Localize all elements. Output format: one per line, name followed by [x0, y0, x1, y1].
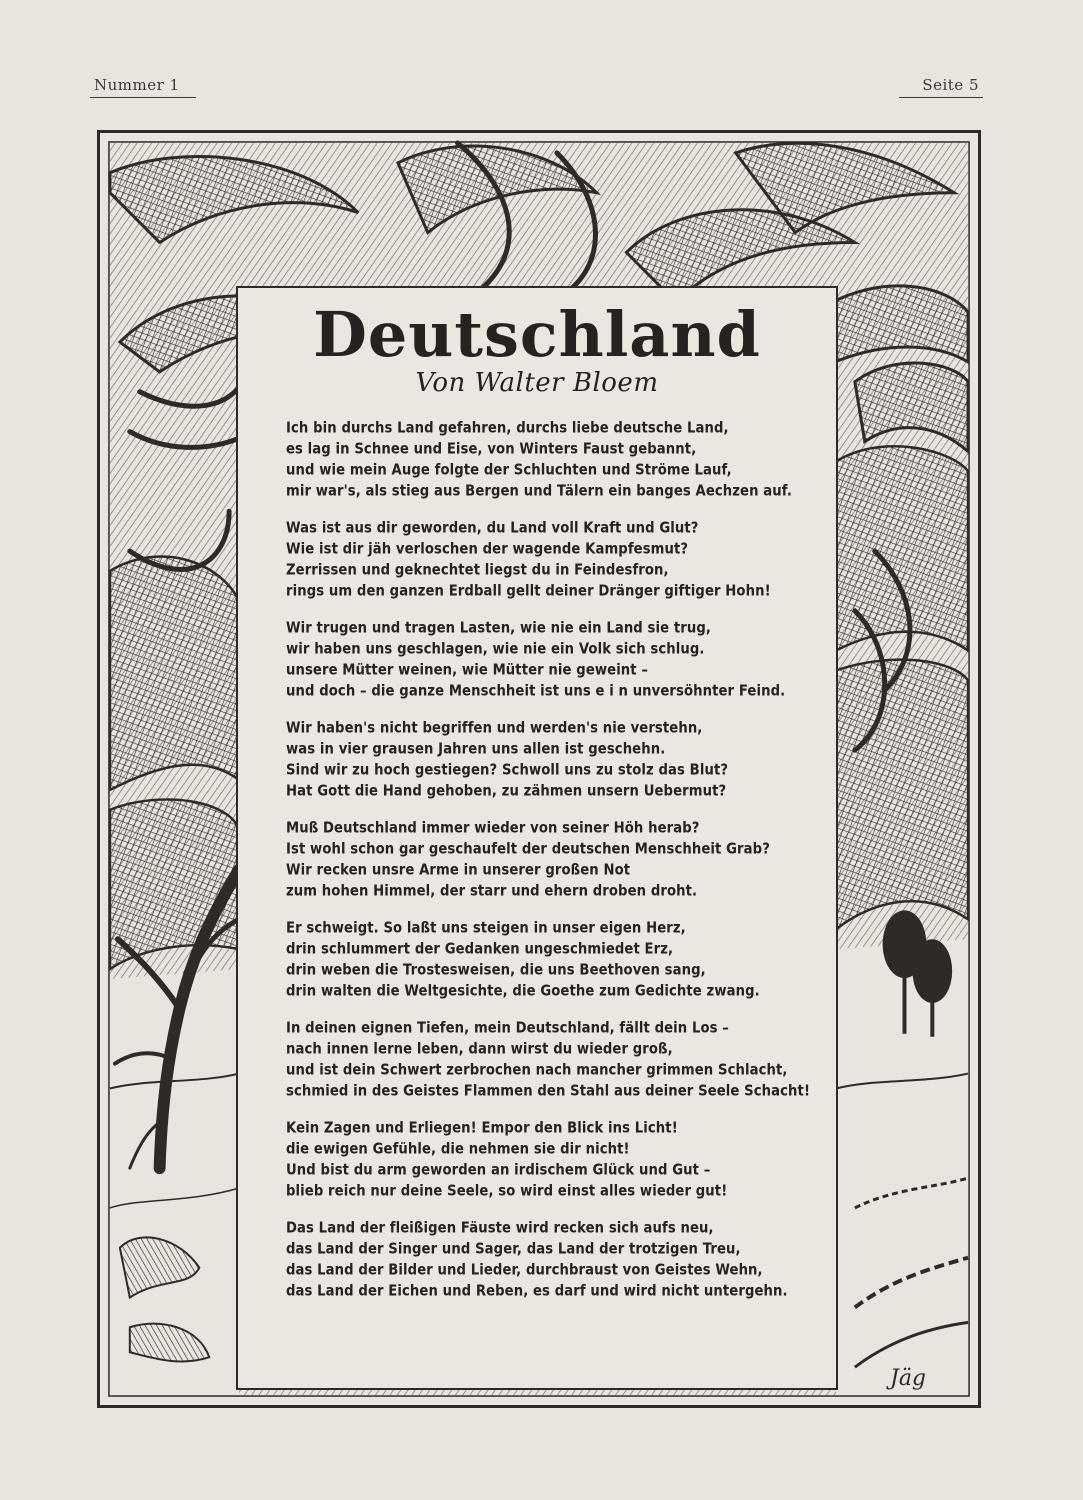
poem-line: schmied in des Geistes Flammen den Stahl aus deiner Seele Schacht! — [286, 1083, 811, 1100]
poem-line: zum hohen Himmel, der starr und ehern droben droht. — [286, 883, 698, 900]
issue-number: Nummer 1 — [90, 76, 196, 98]
poem-line: Hat Gott die Hand gehoben, zu zähmen unsern Uebermut? — [286, 783, 727, 800]
poem-line: drin schlummert der Gedanken ungeschmiedet Erz, — [286, 941, 674, 958]
stanza — [286, 418, 826, 502]
snowy-hills-right — [836, 939, 968, 1395]
poem-line: rings um den ganzen Erdball gellt deiner Dränger giftiger Hohn! — [286, 583, 771, 600]
poem-line: Was ist aus dir geworden, du Land voll Kraft und Glut? — [286, 520, 699, 537]
artist-signature: Jäg — [890, 1366, 927, 1391]
poem-line: Muß Deutschland immer wieder von seiner Höh herab? — [286, 820, 700, 837]
poem-title: Deutschland — [313, 298, 761, 371]
right-cloud-mass — [836, 446, 968, 929]
poem-line: blieb reich nur deine Seele, so wird einst alles wieder gut! — [286, 1183, 728, 1200]
stanza — [286, 718, 826, 802]
poem-line: Zerrissen und geknechtet liegst du in Feindesfron, — [286, 562, 669, 579]
poem-line: Sind wir zu hoch gestiegen? Schwoll uns zu stolz das Blut? — [286, 762, 729, 779]
poem-line: Ich bin durchs Land gefahren, durchs liebe deutsche Land, — [286, 420, 729, 437]
poem-line: Ist wohl schon gar geschaufelt der deutschen Menschheit Grab? — [286, 841, 770, 858]
poem-line: In deinen eignen Tiefen, mein Deutschland, fällt dein Los – — [286, 1020, 729, 1037]
poem-line: Wie ist dir jäh verloschen der wagende Kampfesmut? — [286, 541, 689, 558]
poem-line: Kein Zagen und Erliegen! Empor den Blick ins Licht! — [286, 1120, 678, 1137]
stanza — [286, 918, 826, 1002]
poem-line: drin walten die Weltgesichte, die Goethe zum Gedichte zwang. — [286, 983, 760, 1000]
stanza — [286, 1218, 826, 1302]
poem-panel — [236, 286, 838, 1390]
poem-line: und doch – die ganze Menschheit ist uns e i n unversöhnter Feind. — [286, 683, 786, 700]
poem-line: unsere Mütter weinen, wie Mütter nie geweint – — [286, 662, 649, 679]
poem-line: die ewigen Gefühle, die nehmen sie dir nicht! — [286, 1141, 630, 1158]
poem-line: und ist dein Schwert zerbrochen nach mancher grimmen Schlacht, — [286, 1062, 788, 1079]
stanza — [286, 518, 826, 602]
poem-line: mir war's, als stieg aus Bergen und Tälern ein banges Aechzen auf. — [286, 483, 792, 500]
poem-line: nach innen lerne leben, dann wirst du wieder groß, — [286, 1041, 673, 1058]
page-number: Seite 5 — [899, 76, 983, 98]
poem-line: Und bist du arm geworden an irdischem Glück und Gut – — [286, 1162, 711, 1179]
poem-byline: Von Walter Bloem — [415, 368, 659, 398]
poem-body — [286, 418, 826, 1318]
poem-line: das Land der Eichen und Reben, es darf und wird nicht untergehn. — [286, 1283, 788, 1300]
poem-line: und wie mein Auge folgte der Schluchten und Ströme Lauf, — [286, 462, 732, 479]
poem-line: Er schweigt. So laßt uns steigen in unser eigen Herz, — [286, 920, 686, 937]
stanza — [286, 1018, 826, 1102]
poem-line: das Land der Singer und Sager, das Land der trotzigen Treu, — [286, 1241, 741, 1258]
stanza — [286, 818, 826, 902]
poem-line: Wir trugen und tragen Lasten, wie nie ein Land sie trug, — [286, 620, 711, 637]
poem-line: Wir haben's nicht begriffen und werden's nie verstehn, — [286, 720, 703, 737]
poem-line: was in vier grausen Jahren uns allen ist geschehn. — [286, 741, 666, 758]
poem-line: drin weben die Trostesweisen, die uns Beethoven sang, — [286, 962, 706, 979]
poem-line: es lag in Schnee und Eise, von Winters Faust gebannt, — [286, 441, 697, 458]
poem-line: Wir recken unsre Arme in unserer großen Not — [286, 862, 631, 879]
poem-line: wir haben uns geschlagen, wie nie ein Volk sich schlug. — [286, 641, 705, 658]
stanza — [286, 1118, 826, 1202]
poem-line: Das Land der fleißigen Fäuste wird recken sich aufs neu, — [286, 1220, 714, 1237]
stanza — [286, 618, 826, 702]
page-header — [0, 76, 1083, 100]
poem-line: das Land der Bilder und Lieder, durchbraust von Geistes Wehn, — [286, 1262, 763, 1279]
